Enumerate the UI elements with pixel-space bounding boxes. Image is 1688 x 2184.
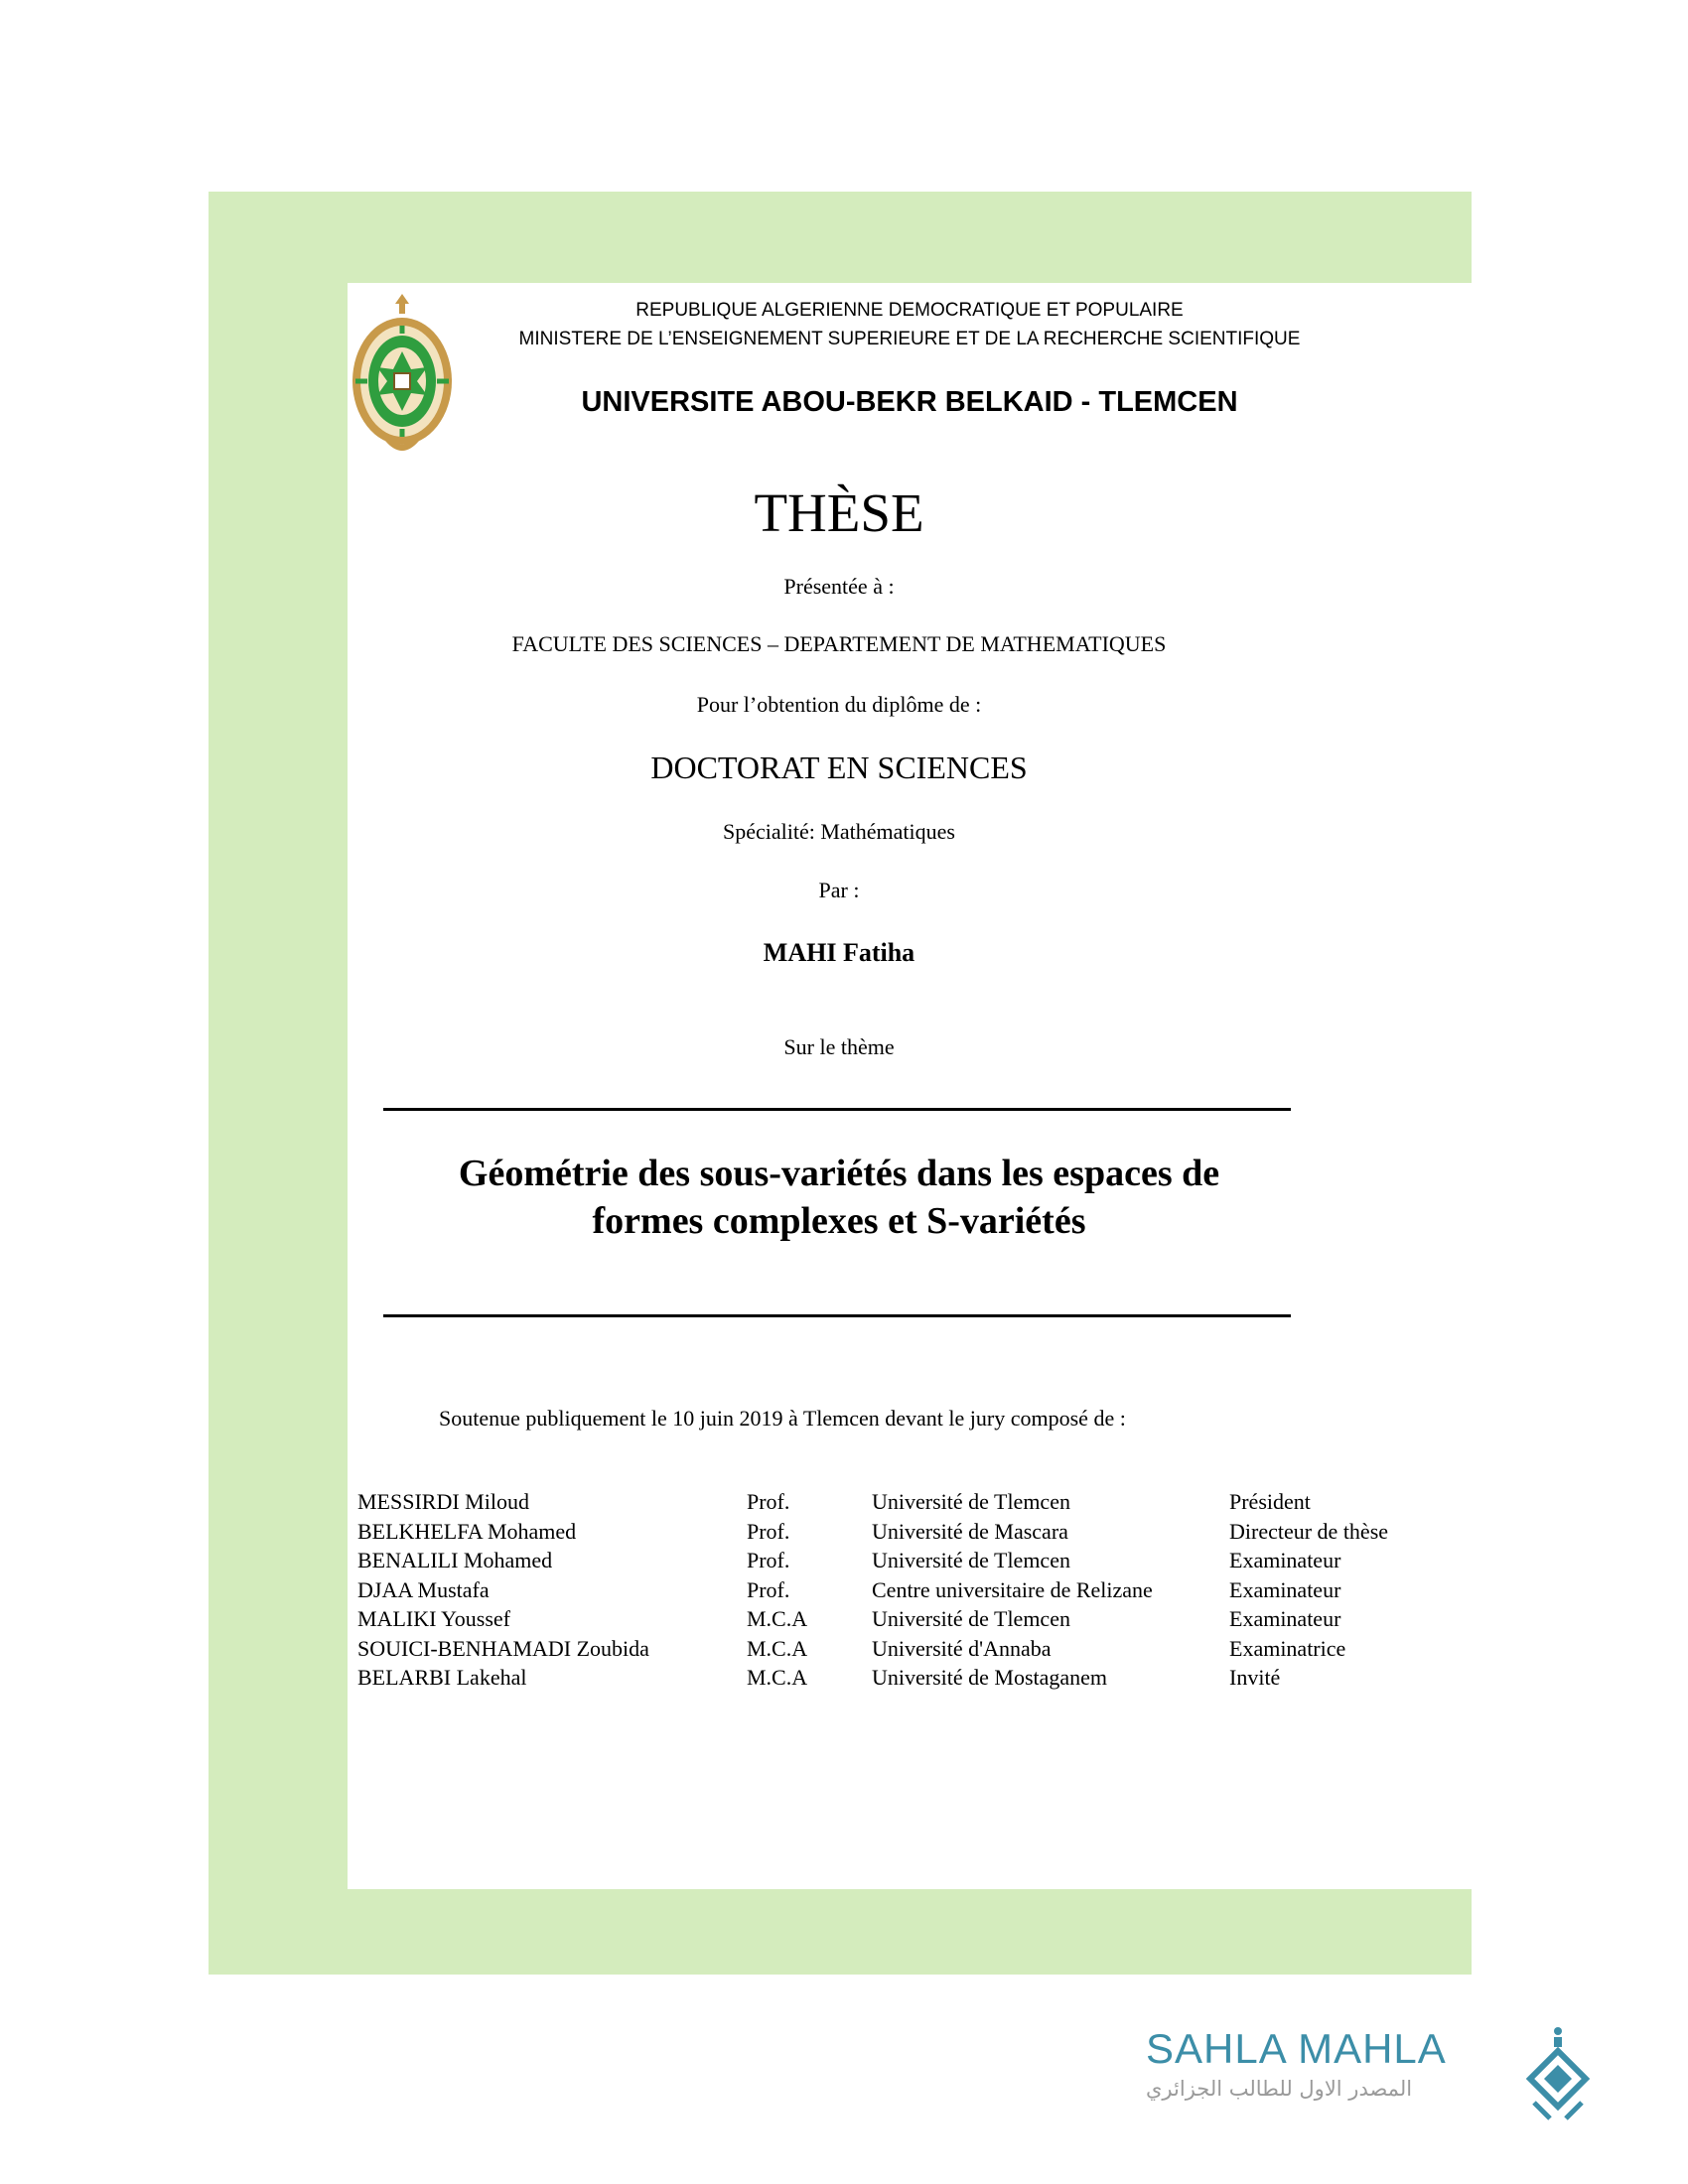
jury-member-name: DJAA Mustafa [357,1576,490,1602]
university-name: UNIVERSITE ABOU-BEKR BELKAID - TLEMCEN [581,386,1238,418]
jury-member-name: BELARBI Lakehal [357,1665,527,1690]
jury-member-name: MESSIRDI Miloud [357,1489,529,1514]
republic-heading: REPUBLIQUE ALGERIENNE DEMOCRATIQUE ET POPULAIRE [635,300,1184,321]
jury-member-name: BELKHELFA Mohamed [357,1518,577,1544]
presented-to-label: Présentée à : [783,574,895,599]
jury-member-institution: Université de Tlemcen [872,1606,1070,1631]
title-top-rule [383,1108,1291,1111]
jury-member-name: SOUICI-BENHAMADI Zoubida [357,1635,649,1661]
jury-member-role: Président [1229,1489,1311,1514]
obtention-label: Pour l’obtention du diplôme de : [696,692,982,717]
jury-member-institution: Université d'Annaba [872,1635,1052,1661]
jury-member-role: Directeur de thèse [1229,1518,1389,1544]
jury-member-institution: Centre universitaire de Relizane [872,1576,1153,1602]
jury-member-role: Examinatrice [1229,1635,1346,1661]
jury-member-grade: Prof. [747,1489,790,1514]
jury-member-grade: Prof. [747,1518,790,1544]
speciality-label: Spécialité: Mathématiques [723,819,955,844]
jury-member-institution: Université de Tlemcen [872,1489,1070,1514]
watermark-tagline: المصدر الاول للطالب الجزائري [1146,2077,1413,2101]
jury-member-role: Examinateur [1229,1548,1341,1572]
jury-member-name: MALIKI Youssef [357,1606,511,1631]
document-type-title: THÈSE [754,482,924,543]
faculty-department: FACULTE DES SCIENCES – DEPARTEMENT DE MATHEMATIQUES [511,631,1167,656]
thesis-title-line-2: formes complexes et S-variétés [592,1200,1086,1242]
on-theme-label: Sur le thème [783,1034,895,1059]
jury-member-institution: Université de Mostaganem [872,1665,1108,1690]
thesis-title [357,1150,1321,1245]
jury-member-institution: Université de Mascara [872,1518,1068,1544]
defense-statement: Soutenue publiquement le 10 juin 2019 à Tlemcen devant le jury composé de : [439,1406,1126,1431]
author-name: MAHI Fatiha [763,938,915,967]
jury-member-name: BENALILI Mohamed [357,1548,553,1572]
jury-member-institution: Université de Tlemcen [872,1548,1070,1572]
ministry-heading: MINISTERE DE L’ENSEIGNEMENT SUPERIEURE ET DE LA RECHERCHE SCIENTIFIQUE [518,329,1301,349]
title-bottom-rule [383,1314,1291,1317]
jury-member-grade: M.C.A [747,1635,808,1661]
degree-name: DOCTORAT EN SCIENCES [650,750,1028,785]
jury-member-role: Examinateur [1229,1576,1341,1602]
jury-member-grade: M.C.A [747,1665,808,1690]
sahla-mahla-watermark [1142,2025,1589,2115]
jury-member-grade: Prof. [747,1548,790,1572]
watermark-name: SAHLA MAHLA [1146,2025,1447,2072]
jury-member-grade: Prof. [747,1576,790,1602]
sahla-mahla-logo-icon [1524,2025,1592,2120]
by-label: Par : [818,878,860,902]
thesis-title-line-1: Géométrie des sous-variétés dans les espaces de [458,1153,1220,1194]
jury-member-role: Invité [1229,1665,1281,1690]
jury-member-grade: M.C.A [747,1606,808,1631]
jury-member-role: Examinateur [1229,1606,1341,1631]
